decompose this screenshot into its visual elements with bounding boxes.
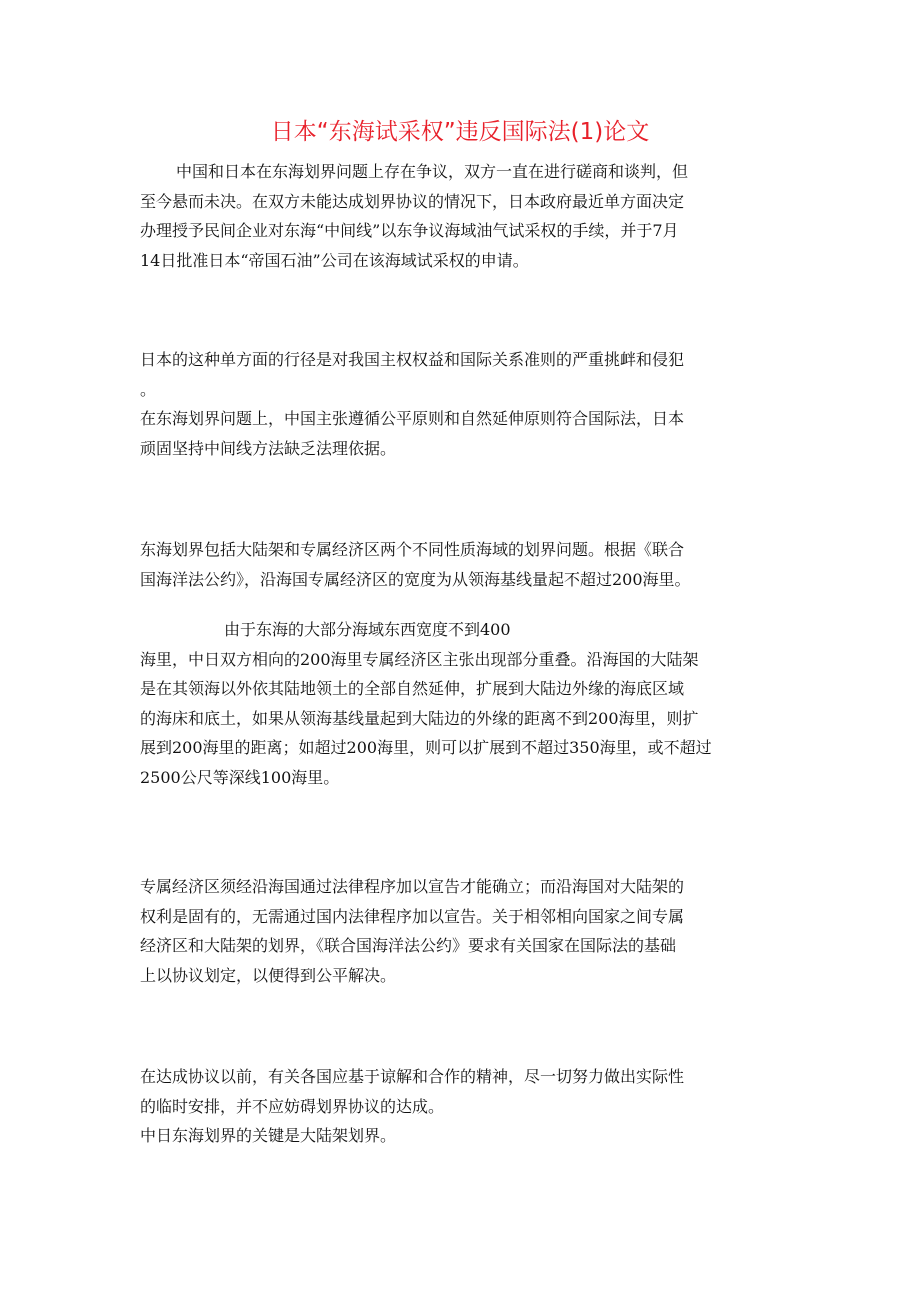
text-line: 14日批准日本“帝国石油”公司在该海域试采权的申请。 [140,250,529,270]
text-line: 国海洋法公约》，沿海国专属经济区的宽度为从领海基线量起不超过200海里。 [140,569,691,589]
text-line: 的临时安排，并不应妨碍划界协议的达成。 [140,1096,445,1116]
text-line: 的海床和底土，如果从领海基线量起到大陆边的外缘的距离不到200海里，则扩 [140,708,699,728]
text-line: 东海划界包括大陆架和专属经济区两个不同性质海域的划界问题。根据《联合 [140,540,685,559]
text-line: 在达成协议以前，有关各国应基于谅解和合作的精神，尽一切努力做出实际性 [140,1067,685,1086]
text-line: 上以协议划定，以便得到公平解决。 [140,965,397,985]
text-line: 权利是固有的，无需通过国内法律程序加以宣告。关于相邻相向国家之间专属 [140,906,685,926]
document-title: 日本“东海试采权”违反国际法(1)论文 [270,119,650,145]
text-line: 专属经济区须经沿海国通过法律程序加以宣告才能确立；而沿海国对大陆架的 [140,877,685,896]
paragraph-4 [140,615,780,792]
text-line: 中日东海划界的关键是大陆架划界。 [140,1126,397,1145]
text-line: 。 [140,379,157,399]
text-line: 日本的这种单方面的行径是对我国主权权益和国际关系准则的严重挑衅和侵犯 [140,350,685,369]
text-line: 中国和日本在东海划界问题上存在争议，双方一直在进行磋商和谈判，但 [176,162,689,181]
paragraph-2 [140,345,780,463]
paragraph-6 [140,1062,780,1151]
text-line: 是在其领海以外依其陆地领土的全部自然延伸，扩展到大陆边外缘的海底区域 [140,679,685,698]
text-line: 顽固坚持中间线方法缺乏法理依据。 [140,438,397,458]
text-line: 展到200海里的距离；如超过200海里，则可以扩展到不超过350海里，或不超过 [140,738,712,757]
paragraph-3 [140,535,780,594]
paragraph-1 [140,157,780,275]
text-line: 2500公尺等深线100海里。 [140,767,340,787]
paragraph-5 [140,872,780,990]
text-line: 办理授予民间企业对东海“中间线”以东争议海域油气试采权的手续，并于7月 [140,221,679,240]
text-line: 在东海划界问题上，中国主张遵循公平原则和自然延伸原则符合国际法，日本 [140,409,685,428]
text-line: 至今悬而未决。在双方未能达成划界协议的情况下，日本政府最近单方面决定 [140,191,685,211]
text-line: 由于东海的大部分海域东西宽度不到400 [224,620,511,639]
text-line: 经济区和大陆架的划界，《联合国海洋法公约》要求有关国家在国际法的基础 [140,936,677,955]
text-line: 海里，中日双方相向的200海里专属经济区主张出现部分重叠。沿海国的大陆架 [140,649,699,669]
